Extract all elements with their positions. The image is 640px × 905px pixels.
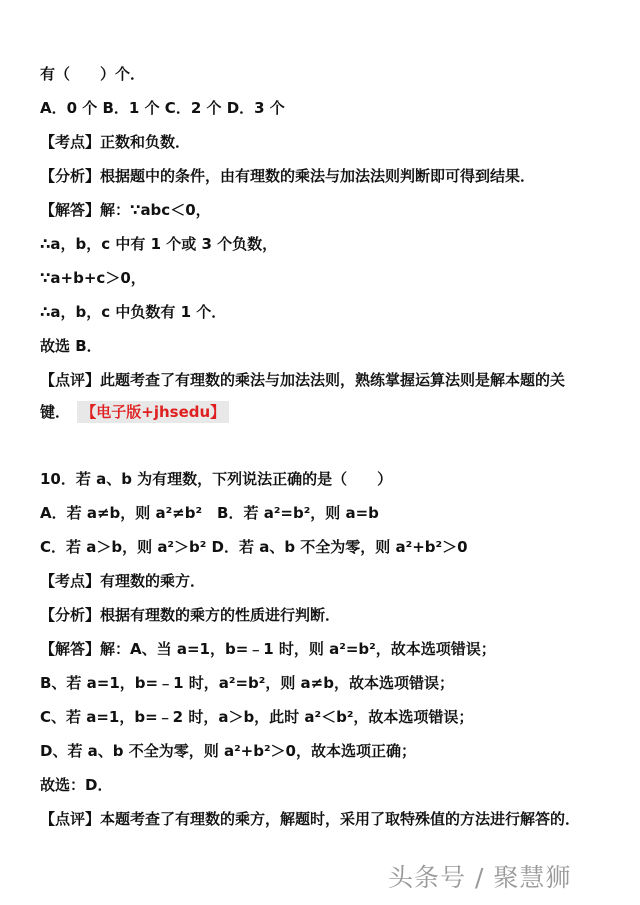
watermark: 头条号 / 聚慧狮 — [388, 863, 572, 892]
q10-line-c: C、若 a=1，b=﹣2 时，a＞b，此时 a²＜b²，故本选项错误； — [40, 708, 474, 726]
q10-options-ab: A．若 a≠b，则 a²≠b² B．若 a²=b²，则 a=b — [40, 504, 379, 522]
source-tag: 【电子版+jhsedu】 — [77, 401, 229, 423]
q10-fenxi: 【分析】根据有理数的乘方的性质进行判断． — [40, 606, 341, 624]
q10-kaodian: 【考点】有理数的乘方． — [40, 572, 206, 590]
q10-jieda: 【解答】解：A、当 a=1，b=﹣1 时，则 a²=b²，故本选项错误； — [40, 640, 496, 658]
q9-kaodian: 【考点】正数和负数． — [40, 133, 191, 151]
q9-dianping-line1: 【点评】此题考查了有理数的乘法与加法法则，熟练掌握运算法则是解本题的关 — [40, 371, 566, 389]
q10-options-cd: C．若 a＞b，则 a²＞b² D．若 a、b 不全为零，则 a²+b²＞0 — [40, 538, 468, 556]
q9-jieda: 【解答】解：∵abc＜0， — [40, 201, 211, 219]
q10-dianping: 【点评】本题考查了有理数的乘方，解题时，采用了取特殊值的方法进行解答的． — [40, 810, 581, 828]
q10-line-d: D、若 a、b 不全为零，则 a²+b²＞0，故本选项正确； — [40, 742, 416, 760]
q9-step3: ∴a，b，c 中负数有 1 个． — [40, 303, 227, 321]
q9-choice: 故选 B． — [40, 337, 102, 355]
q10-line-b: B、若 a=1，b=﹣1 时，a²=b²，则 a≠b，故本选项错误； — [40, 674, 454, 692]
q9-options: A．0 个 B．1 个 C．2 个 D．3 个 — [40, 99, 285, 117]
q9-fenxi: 【分析】根据题中的条件，由有理数的乘法与加法法则判断即可得到结果． — [40, 167, 536, 185]
q9-step2: ∵a+b+c＞0， — [40, 269, 146, 287]
q9-stem-tail: 有（ ）个． — [40, 65, 146, 83]
q10-choice: 故选：D． — [40, 776, 113, 794]
q9-dianping-line2 — [40, 401, 620, 423]
q9-step1: ∴a，b，c 中有 1 个或 3 个负数， — [40, 235, 278, 253]
q10-stem: 10．若 a、b 为有理数，下列说法正确的是（ ） — [40, 470, 393, 488]
q9-dianping-end: 键． — [40, 403, 71, 421]
